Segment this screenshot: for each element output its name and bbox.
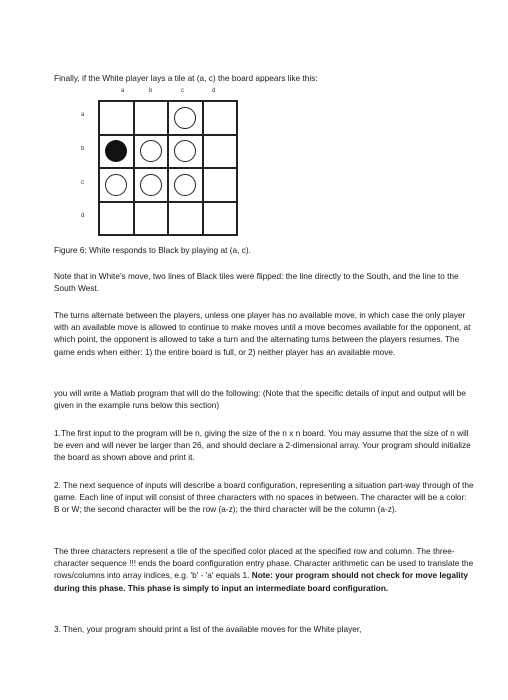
board-cell-bd bbox=[203, 135, 238, 169]
board-cell-cc bbox=[168, 168, 203, 202]
white-tile bbox=[174, 107, 196, 129]
white-tile bbox=[174, 174, 196, 196]
paragraph-step-2-details bbox=[54, 545, 474, 594]
paragraph-step-3: 3. Then, your program should print a list of the available moves for the White player, bbox=[54, 624, 362, 634]
col-label-c: c bbox=[181, 88, 184, 94]
board-cell-ca bbox=[99, 168, 134, 202]
board-cell-bb bbox=[134, 135, 169, 169]
white-tile bbox=[105, 174, 127, 196]
white-tile bbox=[174, 140, 196, 162]
figure-caption: Figure 6: White responds to Black by playing at (a, c). bbox=[54, 245, 251, 255]
othello-board bbox=[98, 100, 238, 236]
col-label-d: d bbox=[212, 88, 216, 94]
board-cell-aa bbox=[99, 101, 134, 135]
board-cell-ba bbox=[99, 135, 134, 169]
paragraph-step-2: 2. The next sequence of inputs will describe a board configuration, representing a situation part-way through of the game. Each line of input will consist of three characters with no spaces in between. The character will be a color: B or W; the second character will be the row (a-z); the third character will be the column (a-z). bbox=[54, 480, 474, 515]
intro-text: Finally, if the White player lays a tile at (a, c) the board appears like this: bbox=[54, 73, 318, 83]
board-cell-dd bbox=[203, 202, 238, 236]
board-cell-da bbox=[99, 202, 134, 236]
row-label-d: d bbox=[81, 213, 85, 219]
board-cell-ab bbox=[134, 101, 169, 135]
paragraph-chars-text: The three characters represent a tile of the specified color placed at the specified row and column. The three-character sequence !!! ends the board configuration entry phase. Character arithmetic can be used to translate the rows/columns into array indices, e.g. 'b' - 'a' equals 1. bbox=[54, 546, 474, 581]
board-cell-ac bbox=[168, 101, 203, 135]
paragraph-task: you will write a Matlab program that will do the following: (Note that the specific details of input and output will be given in the example runs below this section) bbox=[54, 388, 466, 411]
paragraph-flip-note: Note that in White's move, two lines of Black tiles were flipped: the line directly to the South, and the line to the South West. bbox=[54, 271, 459, 294]
board-cell-cd bbox=[203, 168, 238, 202]
board-cell-db bbox=[134, 202, 169, 236]
legality-note: Note: your program should not check for move legality during this phase. This phase is simply to input an intermediate board configuration. bbox=[54, 570, 468, 593]
row-label-a: a bbox=[81, 112, 85, 118]
col-label-b: b bbox=[149, 88, 153, 94]
col-label-a: a bbox=[121, 88, 125, 94]
row-label-c: c bbox=[81, 180, 84, 186]
paragraph-step-1: 1.The first input to the program will be n, giving the size of the n x n board. You may assume that the size of n will be even and will never be larger than 26, and should declare a 2-dimensional array. Your program should initialize the board as shown above and print it. bbox=[54, 428, 471, 463]
paragraph-turns: The turns alternate between the players, unless one player has no available move, in which case the only player with an available move is allowed to continue to make moves until a move becomes available for the opponent, at which point, the opponent is allowed to take a turn and the alternating turns between the players resumes. The game ends when either: 1) the entire board is full, or 2) neither player has an available move. bbox=[54, 310, 471, 357]
white-tile bbox=[140, 174, 162, 196]
board-cell-bc bbox=[168, 135, 203, 169]
black-tile bbox=[105, 140, 127, 162]
board-cell-ad bbox=[203, 101, 238, 135]
white-tile bbox=[140, 140, 162, 162]
board-cell-dc bbox=[168, 202, 203, 236]
row-label-b: b bbox=[81, 146, 85, 152]
board-cell-cb bbox=[134, 168, 169, 202]
